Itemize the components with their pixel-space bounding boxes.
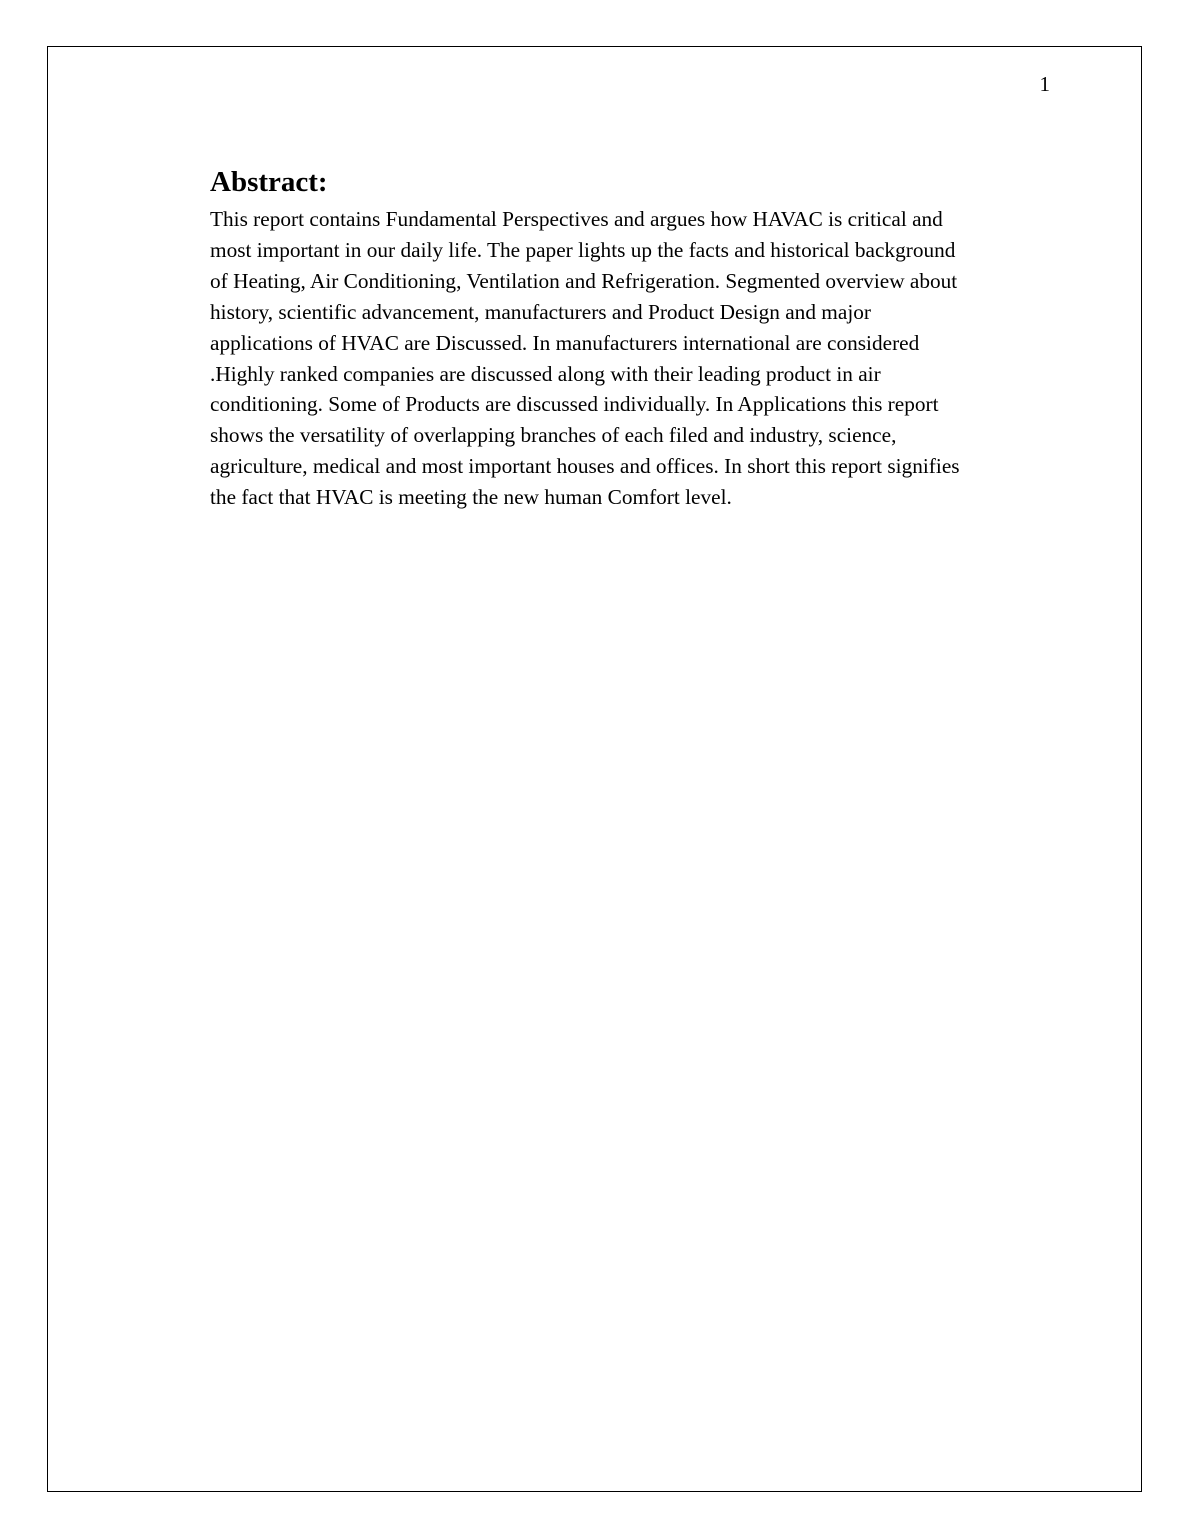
abstract-line: shows the versatility of overlapping branches of each filed and industry, science, bbox=[210, 423, 897, 448]
abstract-line: of Heating, Air Conditioning, Ventilation and Refrigeration. Segmented overview about bbox=[210, 268, 958, 293]
abstract-line: conditioning. Some of Products are discussed individually. In Applications this report bbox=[210, 392, 939, 417]
abstract-line: history, scientific advancement, manufacturers and Product Design and major bbox=[210, 299, 871, 324]
abstract-section bbox=[210, 164, 1040, 513]
abstract-line: This report contains Fundamental Perspectives and argues how HAVAC is critical and bbox=[210, 207, 943, 231]
abstract-paragraph bbox=[210, 204, 1040, 513]
abstract-line: agriculture, medical and most important houses and offices. In short this report signifies bbox=[210, 454, 960, 479]
abstract-line: most important in our daily life. The paper lights up the facts and historical background bbox=[210, 237, 956, 262]
abstract-line: .Highly ranked companies are discussed along with their leading product in air bbox=[210, 361, 881, 386]
abstract-line: the fact that HVAC is meeting the new human Comfort level. bbox=[210, 485, 732, 510]
abstract-line: applications of HVAC are Discussed. In manufacturers international are considered bbox=[210, 330, 920, 355]
page-number: 1 bbox=[1039, 72, 1050, 96]
abstract-heading: Abstract: bbox=[210, 166, 328, 198]
